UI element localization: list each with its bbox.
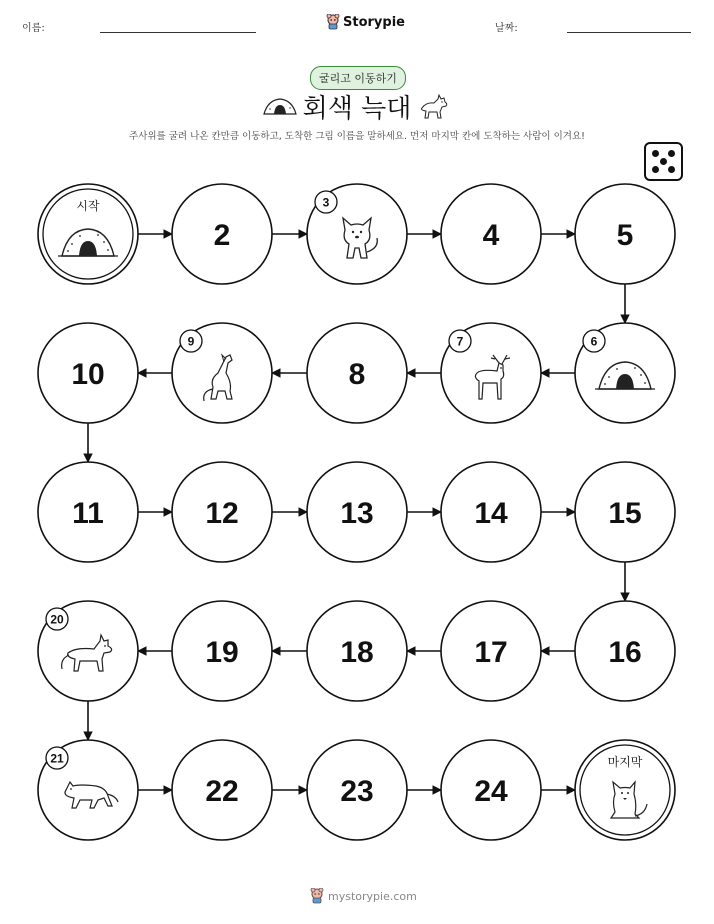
cell-number: 22	[205, 775, 239, 808]
cell-number: 18	[340, 636, 374, 669]
board-cell-24[interactable]	[441, 740, 541, 840]
cell-number-badge: 21	[50, 751, 64, 766]
board-cell-3[interactable]	[307, 184, 407, 284]
start-label: 시작	[76, 199, 100, 213]
storypie-mascot-icon	[310, 888, 324, 904]
cell-number: 16	[608, 636, 642, 669]
cell-number: 13	[340, 497, 374, 530]
board-cell-9[interactable]	[172, 323, 272, 423]
cell-number: 2	[213, 219, 231, 252]
board-cell-8[interactable]	[307, 323, 407, 423]
cell-number: 4	[482, 219, 500, 252]
board-cell-4[interactable]	[441, 184, 541, 284]
board-cell-14[interactable]	[441, 462, 541, 562]
cell-number: 5	[616, 219, 634, 252]
board-cell-5[interactable]	[575, 184, 675, 284]
cell-number-badge: 3	[322, 195, 330, 210]
cell-number-badge: 9	[187, 334, 195, 349]
cell-number: 24	[474, 775, 508, 808]
board-cell-2[interactable]	[172, 184, 272, 284]
board-cell-12[interactable]	[172, 462, 272, 562]
cell-number: 23	[340, 775, 374, 808]
board-cell-22[interactable]	[172, 740, 272, 840]
cell-number-badge: 20	[50, 612, 64, 627]
cell-number: 12	[205, 497, 239, 530]
footer-url: mystorypie.com	[328, 889, 417, 903]
cell-number: 19	[205, 636, 239, 669]
board-cell-13[interactable]	[307, 462, 407, 562]
board-cell-19[interactable]	[172, 601, 272, 701]
board-cell-17[interactable]	[441, 601, 541, 701]
board-cell-15[interactable]	[575, 462, 675, 562]
board-cell-20[interactable]	[38, 601, 138, 701]
board-cell-21[interactable]	[38, 740, 138, 840]
footer	[310, 888, 417, 904]
board-cell-23[interactable]	[307, 740, 407, 840]
cell-number: 14	[474, 497, 508, 530]
cell-number: 17	[474, 636, 508, 669]
page-title: 회색 늑대	[302, 94, 412, 124]
board-cell-11[interactable]	[38, 462, 138, 562]
cell-number: 10	[71, 358, 105, 391]
brand-name: Storypie	[343, 14, 405, 30]
name-label: 이름:	[22, 23, 45, 34]
cell-number-badge: 6	[590, 334, 598, 349]
activity-badge: 굴리고 이동하기	[310, 66, 406, 90]
cell-number: 15	[608, 497, 642, 530]
date-label: 날짜:	[495, 23, 518, 34]
board-cell-7[interactable]	[441, 323, 541, 423]
cell-number: 11	[72, 497, 104, 530]
finish-label: 마지막	[607, 755, 643, 769]
board-cell-16[interactable]	[575, 601, 675, 701]
instructions: 주사위를 굴려 나온 칸만큼 이동하고, 도착한 그림 이름을 말하세요. 먼저 마지막 칸에 도착하는 사람이 이겨요!	[129, 131, 585, 142]
cell-number: 8	[348, 358, 366, 391]
board-cell-18[interactable]	[307, 601, 407, 701]
board-cell-10[interactable]	[38, 323, 138, 423]
cell-number-badge: 7	[456, 334, 464, 349]
board-cell-25[interactable]	[575, 740, 675, 840]
board-cell-1[interactable]	[38, 184, 138, 284]
board-cell-6[interactable]	[575, 323, 675, 423]
